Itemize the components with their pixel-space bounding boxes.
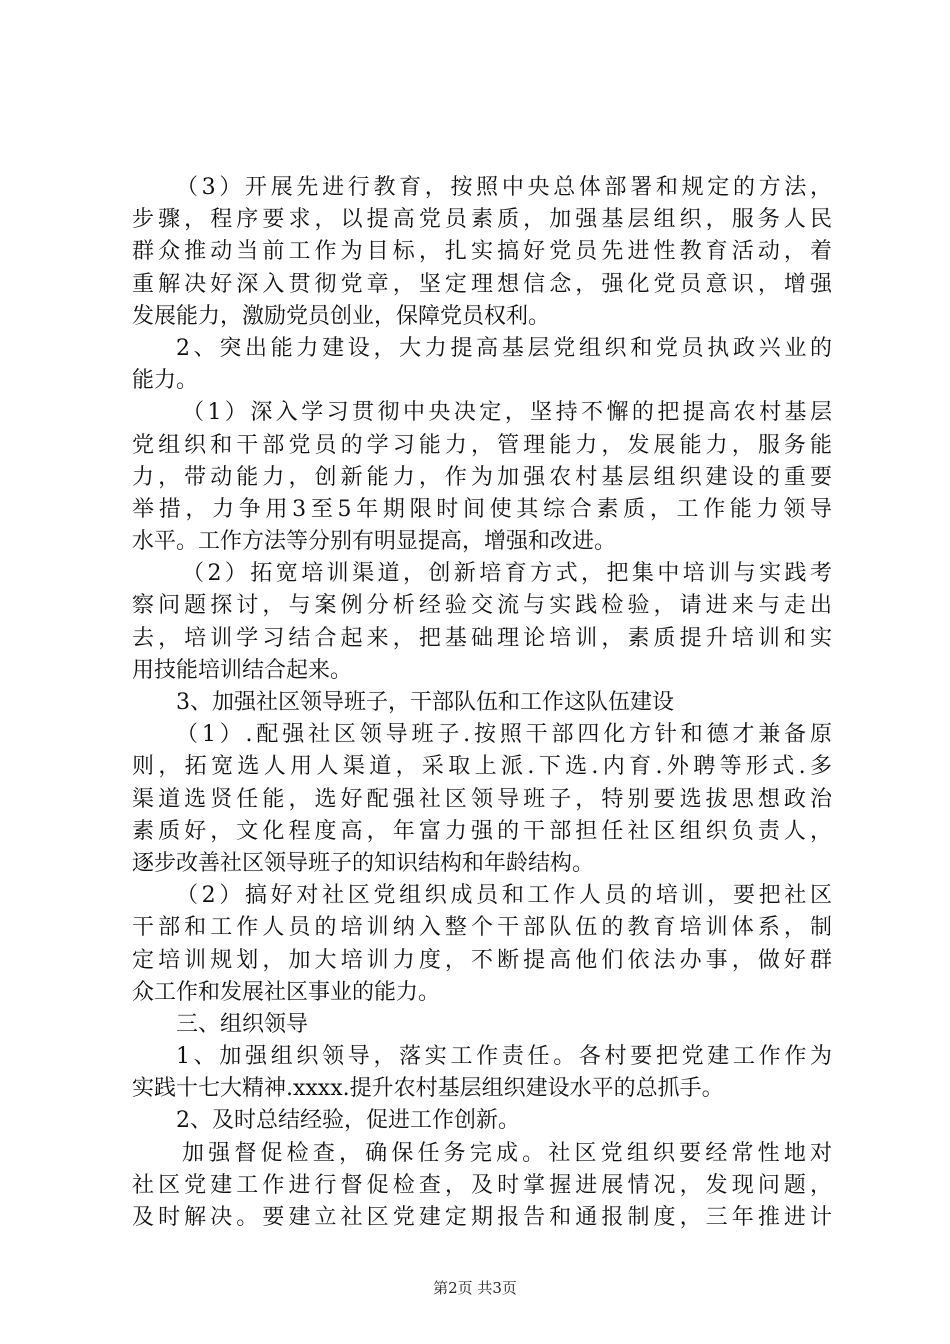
text-line: （2）拓宽培训渠道，创新培育方式，把集中培训与实践考 (182, 561, 832, 587)
text-line: 察问题探讨，与案例分析经验交流与实践检验，请进来与走出 (132, 593, 832, 619)
text-line: 步骤，程序要求，以提高党员素质，加强基层组织，服务人民 (132, 207, 832, 233)
text-line: 3、加强社区领导班子，干部队伍和工作这队伍建设 (176, 690, 674, 715)
text-line: 三、组织领导 (176, 1011, 309, 1037)
text-line: 2、突出能力建设，大力提高基层党组织和党员执政兴业的 (176, 335, 832, 361)
text-line: 干部和工作人员的培训纳入整个干部队伍的教育培训体系，制 (132, 915, 832, 941)
text-line: 发展能力，激励党员创业，保障党员权利。 (132, 303, 551, 329)
text-line: （1）深入学习贯彻中央决定，坚持不懈的把提高农村基层 (182, 400, 832, 426)
text-line: 2、及时总结经验，促进工作创新。 (176, 1108, 520, 1134)
document-body (132, 172, 832, 1234)
text-line: 重解决好深入贯彻党章，坚定理想信念，强化党员意识，增强 (132, 271, 832, 297)
text-line: 水平。工作方法等分别有明显提高，增强和改进。 (132, 529, 617, 555)
text-line: 社区党建工作进行督促检查，及时掌握进展情况，发现问题， (132, 1172, 832, 1198)
text-line: 众工作和发展社区事业的能力。 (132, 979, 441, 1005)
text-line: 素质好，文化程度高，年富力强的干部担任社区组织负责人， (132, 818, 832, 844)
text-line: 力，带动能力，创新能力，作为加强农村基层组织建设的重要 (132, 464, 832, 490)
text-line: 能力。 (132, 368, 199, 394)
text-line: （2）搞好对社区党组织成员和工作人员的培训，要把社区 (176, 883, 832, 909)
text-line: 举措，力争用3至5年期限时间使其综合素质，工作能力领导 (132, 496, 832, 522)
text-line: 1、加强组织领导，落实工作责任。各村要把党建工作作为 (176, 1044, 832, 1070)
text-line: 及时解决。要建立社区党建定期报告和通报制度，三年推进计 (132, 1205, 832, 1230)
text-line: 逐步改善社区领导班子的知识结构和年龄结构。 (132, 850, 595, 876)
text-line: 定培训规划，加大培训力度，不断提高他们依法办事，做好群 (132, 947, 832, 973)
text-line: 加强督促检查，确保任务完成。社区党组织要经常性地对 (182, 1140, 832, 1166)
text-line: 党组织和干部党员的学习能力，管理能力，发展能力，服务能 (132, 432, 832, 458)
text-line: 渠道选贤任能，选好配强社区领导班子，特别要选拔思想政治 (132, 786, 832, 812)
text-line: 则，拓宽选人用人渠道，采取上派.下选.内育.外聘等形式.多 (132, 754, 832, 780)
text-line: （3）开展先进行教育，按照中央总体部署和规定的方法， (176, 175, 832, 200)
text-line: 群众推动当前工作为目标，扎实搞好党员先进性教育活动，着 (132, 239, 832, 265)
text-line: 实践十七大精神.xxxx.提升农村基层组织建设水平的总抓手。 (132, 1076, 724, 1102)
text-line: （1）.配强社区领导班子.按照干部四化方针和德才兼备原 (176, 722, 832, 748)
text-line: 去，培训学习结合起来，把基础理论培训，素质提升培训和实 (132, 625, 832, 651)
text-line: 用技能培训结合起来。 (132, 657, 353, 683)
page-footer: 第2页 共3页 (433, 1279, 517, 1297)
